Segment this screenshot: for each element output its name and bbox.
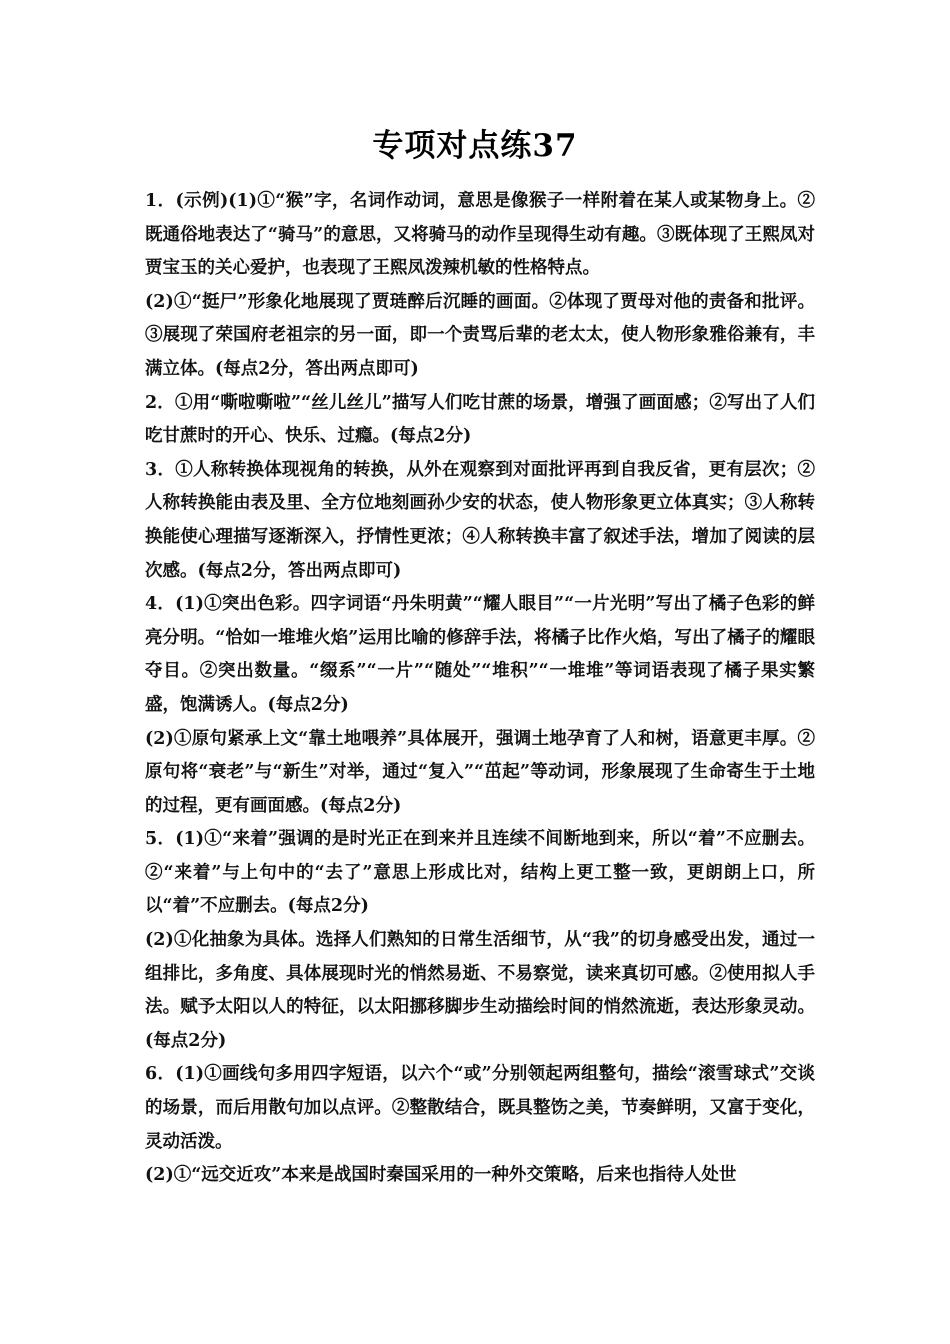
answer-paragraph-5-1: 5．(1)①“来着”强调的是时光正在到来并且连续不间断地到来，所以“着”不应删去。②“来着”与上句中的“去了”意思上形成比对，结构上更工整一致，更朗朗上口，所以“着”不应删去。(每点2分) xyxy=(145,829,815,917)
answer-paragraph-6-1: 6．(1)①画线句多用四字短语，以六个“或”分别领起两组整句，描绘“滚雪球式”交谈的场景，而后用散句加以点评。②整散结合，既具整饬之美，节奏鲜明，又富于变化，灵动活泼。 xyxy=(145,1064,815,1152)
answer-paragraph-1-2: (2)①“挺尸”形象化地展现了贾琏醉后沉睡的画面。②体现了贾母对他的责备和批评。③展现了荣国府老祖宗的另一面，即一个责骂后辈的老太太，使人物形象雅俗兼有，丰满立体。(每点2分，答出两点即可) xyxy=(145,291,815,379)
answer-paragraph-4-2: (2)①原句紧承上文“靠土地喂养”具体展开，强调土地孕育了人和树，语意更丰厚。②原句将“衰老”与“新生”对举，通过“复入”“茁起”等动词，形象展现了生命寄生于土地的过程，更有画面感。(每点2分) xyxy=(145,728,815,816)
answer-body xyxy=(145,185,815,1193)
answer-paragraph-3: 3．①人称转换体现视角的转换，从外在观察到对面批评再到自我反省，更有层次；②人称转换能由表及里、全方位地刻画孙少安的状态，使人物形象更立体真实；③人称转换能使心理描写逐渐深入，抒情性更浓；④人称转换丰富了叙述手法，增加了阅读的层次感。(每点2分，答出两点即可) xyxy=(145,459,815,581)
page-title: 专项对点练37 xyxy=(372,128,578,164)
answer-paragraph-4-1: 4．(1)①突出色彩。四字词语“丹朱明黄”“耀人眼目”“一片光明”写出了橘子色彩的鲜亮分明。“恰如一堆堆火焰”运用比喻的修辞手法，将橘子比作火焰，写出了橘子的耀眼夺目。②突出数量。“缀系”“一片”“随处”“堆积”“一堆堆”等词语表现了橘子果实繁盛，饱满诱人。(每点2分) xyxy=(145,594,815,715)
answer-paragraph-2: 2．①用“嘶啦嘶啦”“丝儿丝儿”描写人们吃甘蔗的场景，增强了画面感；②写出了人们吃甘蔗时的开心、快乐、过瘾。(每点2分) xyxy=(145,392,815,447)
answer-paragraph-6-2: (2)①“远交近攻”本来是战国时秦国采用的一种外交策略，后来也指待人处世 xyxy=(145,1165,737,1186)
answer-paragraph-5-2: (2)①化抽象为具体。选择人们熟知的日常生活细节，从“我”的切身感受出发，通过一组排比，多角度、具体展现时光的悄然易逝、不易察觉，读来真切可感。②使用拟人手法。赋予太阳以人的特征，以太阳挪移脚步生动描绘时间的悄然流逝，表达形象灵动。(每点2分) xyxy=(145,930,815,1051)
answer-paragraph-1: 1．(示例)(1)①“猴”字，名词作动词，意思是像猴子一样附着在某人或某物身上。②既通俗地表达了“骑马”的意思，又将骑马的动作呈现得生动有趣。③既体现了王熙凤对贾宝玉的关心爱护，也表现了王熙凤泼辣机敏的性格特点。 xyxy=(145,191,815,279)
